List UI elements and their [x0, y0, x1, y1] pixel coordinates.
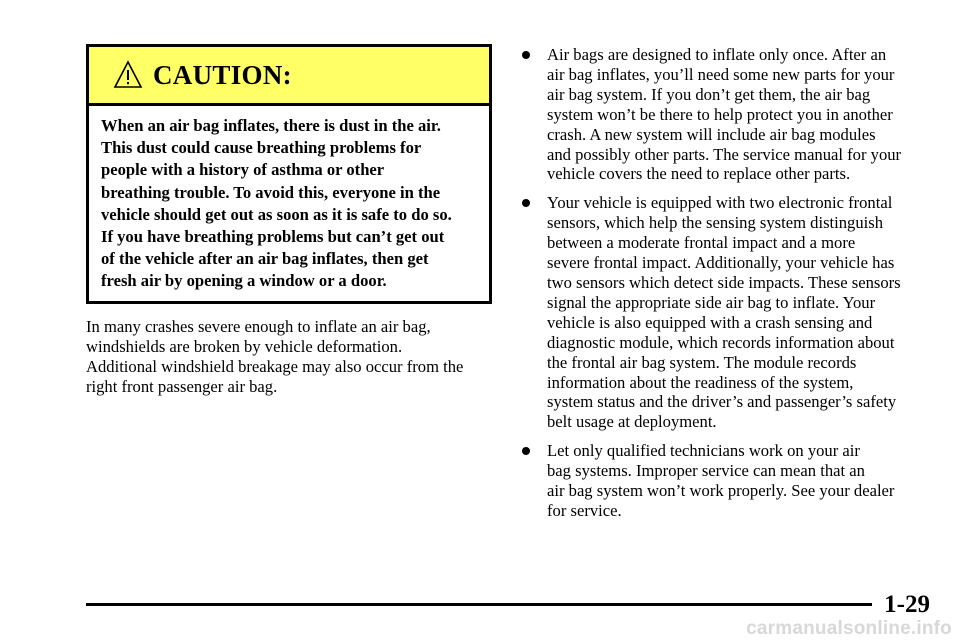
- bullet-line: between a moderate frontal impact and a more: [547, 233, 856, 253]
- bullet-line: air bag system won’t work properly. See your dealer: [547, 481, 895, 501]
- caution-line: of the vehicle after an air bag inflates, then get: [101, 249, 429, 269]
- bullet-line: diagnostic module, which records information about: [547, 332, 895, 352]
- bullet-line: sensors, which help the sensing system distinguish: [547, 213, 884, 233]
- bullet-line: belt usage at deployment.: [547, 412, 717, 432]
- bullet-line: air bag system. If you don’t get them, the air bag: [547, 84, 871, 104]
- bullet-line: Let only qualified technicians work on your air: [547, 441, 860, 461]
- caution-line: people with a history of asthma or other: [101, 160, 385, 180]
- bullet-text: [547, 193, 939, 432]
- bullet-line: vehicle covers the need to replace other parts.: [547, 164, 851, 184]
- footer-rule: [86, 603, 872, 606]
- bullet-line: the frontal air bag system. The module records: [547, 352, 857, 372]
- bullet-line: crash. A new system will include air bag modules: [547, 124, 876, 144]
- watermark: carmanualsonline.info: [746, 618, 952, 639]
- caution-title: CAUTION:: [153, 59, 292, 90]
- bullet-line: air bag inflates, you’ll need some new parts for your: [547, 64, 895, 84]
- paragraph-line: In many crashes severe enough to inflate an air bag,: [86, 317, 431, 336]
- bullet-line: severe frontal impact. Additionally, your vehicle has: [547, 253, 895, 273]
- bullet-line: for service.: [547, 500, 622, 520]
- caution-header: [89, 47, 489, 106]
- paragraph-line: Additional windshield breakage may also occur from the: [86, 357, 464, 376]
- caution-line: This dust could cause breathing problems for: [101, 138, 422, 158]
- bullet-text: [547, 45, 939, 184]
- warning-triangle-icon: [113, 60, 143, 90]
- page-number: 1-29: [884, 591, 930, 618]
- paragraph-line: windshields are broken by vehicle deformation.: [86, 337, 403, 356]
- bullet-line: vehicle is also equipped with a crash sensing and: [547, 312, 873, 332]
- bullet-line: signal the appropriate side air bag to inflate. Your: [547, 292, 876, 312]
- bullet-dot-icon: [522, 199, 530, 207]
- bullet-dot-icon: [522, 51, 530, 59]
- caution-box: [86, 44, 492, 304]
- bullet-line: Air bags are designed to inflate only once. After an: [547, 45, 887, 64]
- bullet-line: and possibly other parts. The service manual for your: [547, 144, 902, 164]
- caution-line: If you have breathing problems but can’t get out: [101, 227, 445, 247]
- bullet-item-replacement: [519, 45, 939, 184]
- caution-line: vehicle should get out as soon as it is safe to do so.: [101, 204, 452, 224]
- bullet-line: Your vehicle is equipped with two electronic frontal: [547, 193, 893, 213]
- bullet-line: two sensors which detect side impacts. These sensors: [547, 272, 901, 292]
- bullet-line: information about the readiness of the system,: [547, 372, 854, 392]
- bullet-line: system status and the driver’s and passenger’s safety: [547, 392, 897, 412]
- bullet-item-sensors: [519, 193, 939, 432]
- bullet-item-service: [519, 441, 939, 521]
- bullet-text: [547, 441, 939, 521]
- bullet-dot-icon: [522, 447, 530, 455]
- bullet-line: bag systems. Improper service can mean that an: [547, 461, 865, 481]
- bullet-line: system won’t be there to help protect you in another: [547, 104, 893, 124]
- windshield-paragraph: [86, 317, 463, 397]
- caution-line: breathing trouble. To avoid this, everyone in the: [101, 182, 441, 202]
- paragraph-line: right front passenger air bag.: [86, 377, 278, 396]
- caution-line: When an air bag inflates, there is dust in the air.: [101, 116, 441, 135]
- caution-line: fresh air by opening a window or a door.: [101, 271, 387, 291]
- bullet-list: [519, 45, 939, 521]
- caution-body: [89, 106, 489, 293]
